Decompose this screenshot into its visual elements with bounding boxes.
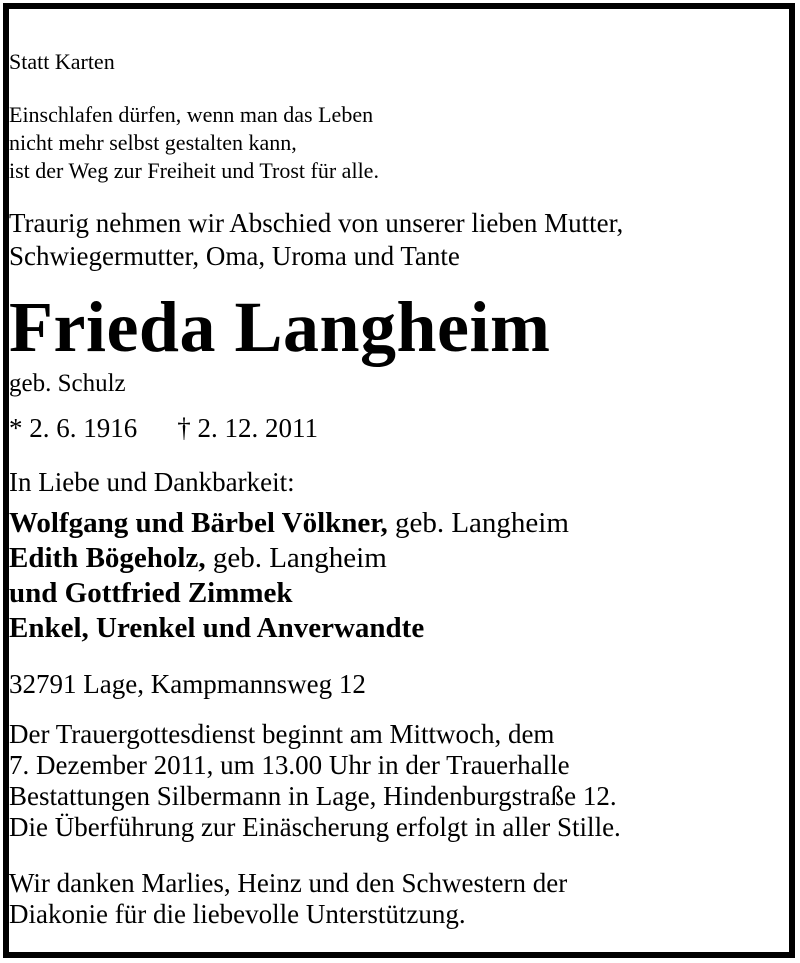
birth-name: geb. Schulz	[9, 370, 126, 397]
service-line: 7. Dezember 2011, um 13.00 Uhr in der Trauerhalle	[9, 750, 570, 780]
life-dates	[9, 411, 789, 445]
deceased-name: Frieda Langheim	[9, 287, 551, 367]
mourner-line	[9, 576, 789, 611]
thanks-line: Diakonie für die liebevolle Unterstützung.	[9, 899, 466, 929]
mourner-name: Wolfgang und Bärbel Völkner,	[9, 507, 388, 539]
address: 32791 Lage, Kampmannsweg 12	[9, 669, 366, 699]
mourner-maiden-name: geb. Langheim	[205, 542, 387, 574]
intro-line: Traurig nehmen wir Abschied von unserer lieben Mutter,	[9, 208, 624, 238]
service-line: Bestattungen Silbermann in Lage, Hindenburgstraße 12.	[9, 781, 617, 811]
birth-date: * 2. 6. 1916	[9, 413, 138, 443]
service-line: Der Trauergottesdienst beginnt am Mittwoch, dem	[9, 719, 555, 749]
intro-line: Schwiegermutter, Oma, Uroma und Tante	[9, 241, 460, 271]
death-date: † 2. 12. 2011	[177, 413, 318, 443]
mourner-line	[9, 506, 789, 541]
obituary-frame	[3, 3, 795, 958]
statt-karten-label: Statt Karten	[9, 49, 115, 74]
intro-block	[9, 207, 789, 273]
quote-line: ist der Weg zur Freiheit und Trost für alle.	[9, 158, 379, 183]
mourner-maiden-name: geb. Langheim	[387, 507, 569, 539]
mourner-line	[9, 541, 789, 576]
mourner-name: und Gottfried Zimmek	[9, 577, 293, 609]
thanks-block	[9, 868, 789, 930]
service-block	[9, 719, 789, 843]
mourner-line	[9, 611, 789, 646]
quote-block	[9, 101, 789, 185]
service-line: Die Überführung zur Einäscherung erfolgt in aller Stille.	[9, 812, 621, 842]
mourner-family: Enkel, Urenkel und Anverwandte	[9, 612, 425, 644]
quote-line: Einschlafen dürfen, wenn man das Leben	[9, 102, 374, 127]
mourners-list	[9, 506, 789, 646]
mourner-name: Edith Bögeholz,	[9, 542, 206, 574]
mourners-heading: In Liebe und Dankbarkeit:	[9, 467, 295, 497]
quote-line: nicht mehr selbst gestalten kann,	[9, 130, 297, 155]
thanks-line: Wir danken Marlies, Heinz und den Schwestern der	[9, 868, 568, 898]
